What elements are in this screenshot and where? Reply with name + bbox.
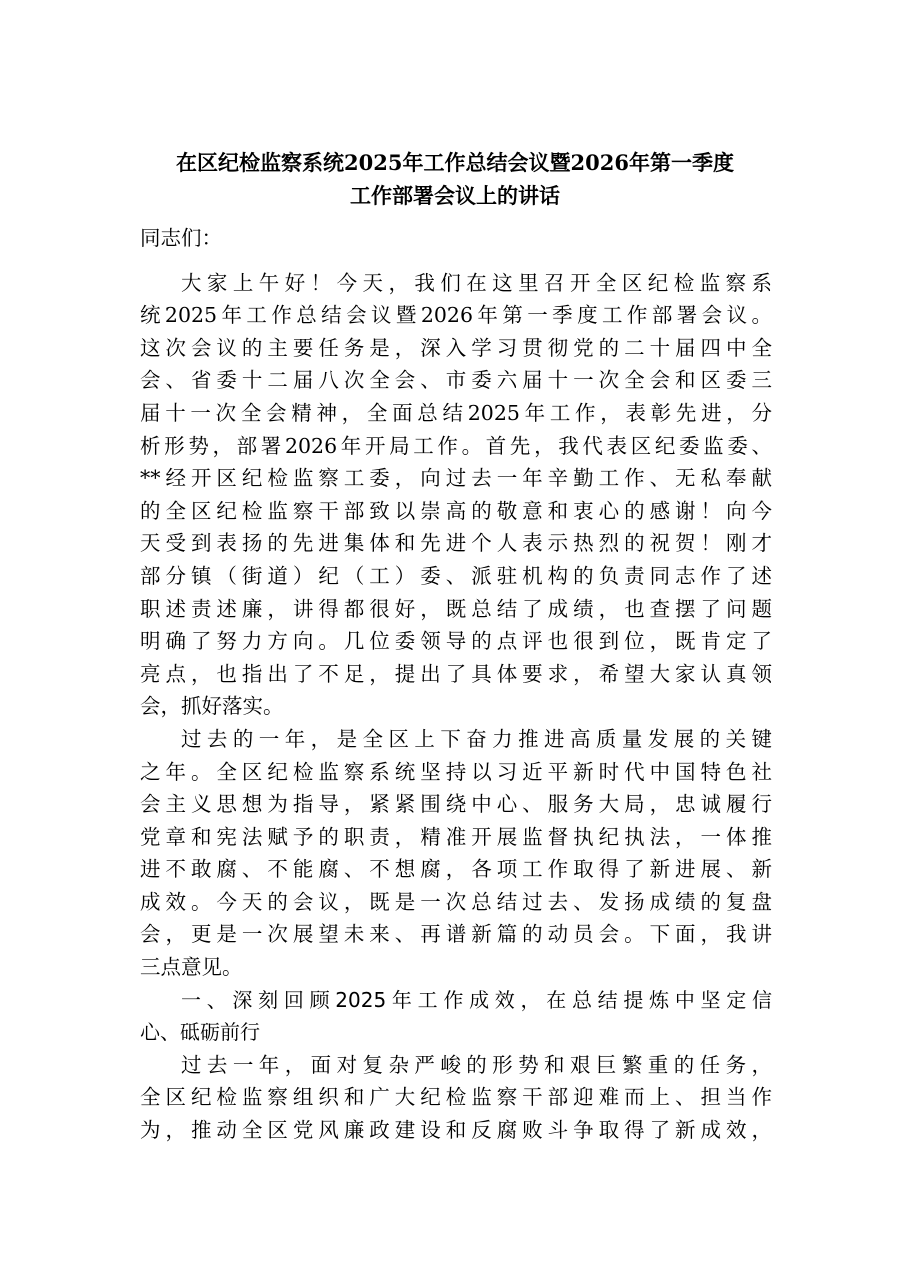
spacer xyxy=(140,255,772,267)
section-heading-1 xyxy=(140,984,772,1049)
paragraph-line: 成效。今天的会议，既是一次总结过去、发扬成绩的复盘 xyxy=(140,889,772,914)
greeting: 同志们： xyxy=(140,226,222,250)
paragraph-line: 亮点，也指出了不足，提出了具体要求，希望大家认真领 xyxy=(140,661,772,686)
speech-body xyxy=(140,222,772,1147)
paragraph-line: 职述责述廉，讲得都很好，既总结了成绩，也查摆了问题 xyxy=(140,596,772,621)
paragraph-line: 进不敢腐、不能腐、不想腐，各项工作取得了新进展、新 xyxy=(140,857,772,882)
section-heading-line: 心、砥砺前行 xyxy=(140,1020,260,1045)
paragraph-line: 过去的一年，是全区上下奋力推进高质量发展的关键 xyxy=(181,726,772,751)
title-line: 工作部署会议上的讲话 xyxy=(350,183,560,208)
paragraph-line: 天受到表扬的先进集体和先进个人表示热烈的祝贺！刚才 xyxy=(140,531,772,556)
paragraph-line: 明确了努力方向。几位委领导的点评也很到位，既肯定了 xyxy=(140,629,772,654)
title-line: 在区纪检监察系统2025年工作总结会议暨2026年第一季度 xyxy=(176,150,734,175)
paragraph-line: 会、省委十二届八次全会、市委六届十一次全会和区委三 xyxy=(140,368,772,393)
paragraph-line: 统2025年工作总结会议暨2026年第一季度工作部署会议。 xyxy=(140,303,772,328)
paragraph-line: 会主义思想为指导，紧紧围绕中心、服务大局，忠诚履行 xyxy=(140,792,772,817)
paragraph-line: 大家上午好！今天，我们在这里召开全区纪检监察系 xyxy=(181,270,772,295)
document-title xyxy=(110,146,800,212)
paragraph-line: 届十一次全会精神，全面总结2025年工作，表彰先进，分 xyxy=(140,400,772,425)
paragraph-line: **经开区纪检监察工委，向过去一年辛勤工作、无私奉献 xyxy=(140,466,772,491)
paragraph-line: 过去一年，面对复杂严峻的形势和艰巨繁重的任务， xyxy=(181,1052,772,1077)
paragraph-line: 的全区纪检监察干部致以崇高的敬意和衷心的感谢！向今 xyxy=(140,498,772,523)
paragraph-line: 会，抓好落实。 xyxy=(140,694,284,719)
paragraph-line: 会，更是一次展望未来、再谱新篇的动员会。下面，我讲 xyxy=(140,922,772,947)
paragraph-line: 党章和宪法赋予的职责，精准开展监督执纪执法，一体推 xyxy=(140,824,772,849)
paragraph-opening xyxy=(140,267,772,723)
paragraph-review xyxy=(140,723,772,984)
paragraph-line: 这次会议的主要任务是，深入学习贯彻党的二十届四中全 xyxy=(140,335,772,360)
paragraph-line: 析形势，部署2026年开局工作。首先，我代表区纪委监委、 xyxy=(140,433,772,458)
paragraph-line: 之年。全区纪检监察系统坚持以习近平新时代中国特色社 xyxy=(140,759,772,784)
paragraph-section-1 xyxy=(140,1049,772,1147)
paragraph-line: 三点意见。 xyxy=(140,955,243,980)
section-heading-line: 一、深刻回顾2025年工作成效，在总结提炼中坚定信 xyxy=(181,987,772,1012)
paragraph-line: 部分镇（街道）纪（工）委、派驻机构的负责同志作了述 xyxy=(140,563,772,588)
paragraph-line: 为，推动全区党风廉政建设和反腐败斗争取得了新成效， xyxy=(140,1118,772,1143)
paragraph-line: 全区纪检监察组织和广大纪检监察干部迎难而上、担当作 xyxy=(140,1085,772,1110)
